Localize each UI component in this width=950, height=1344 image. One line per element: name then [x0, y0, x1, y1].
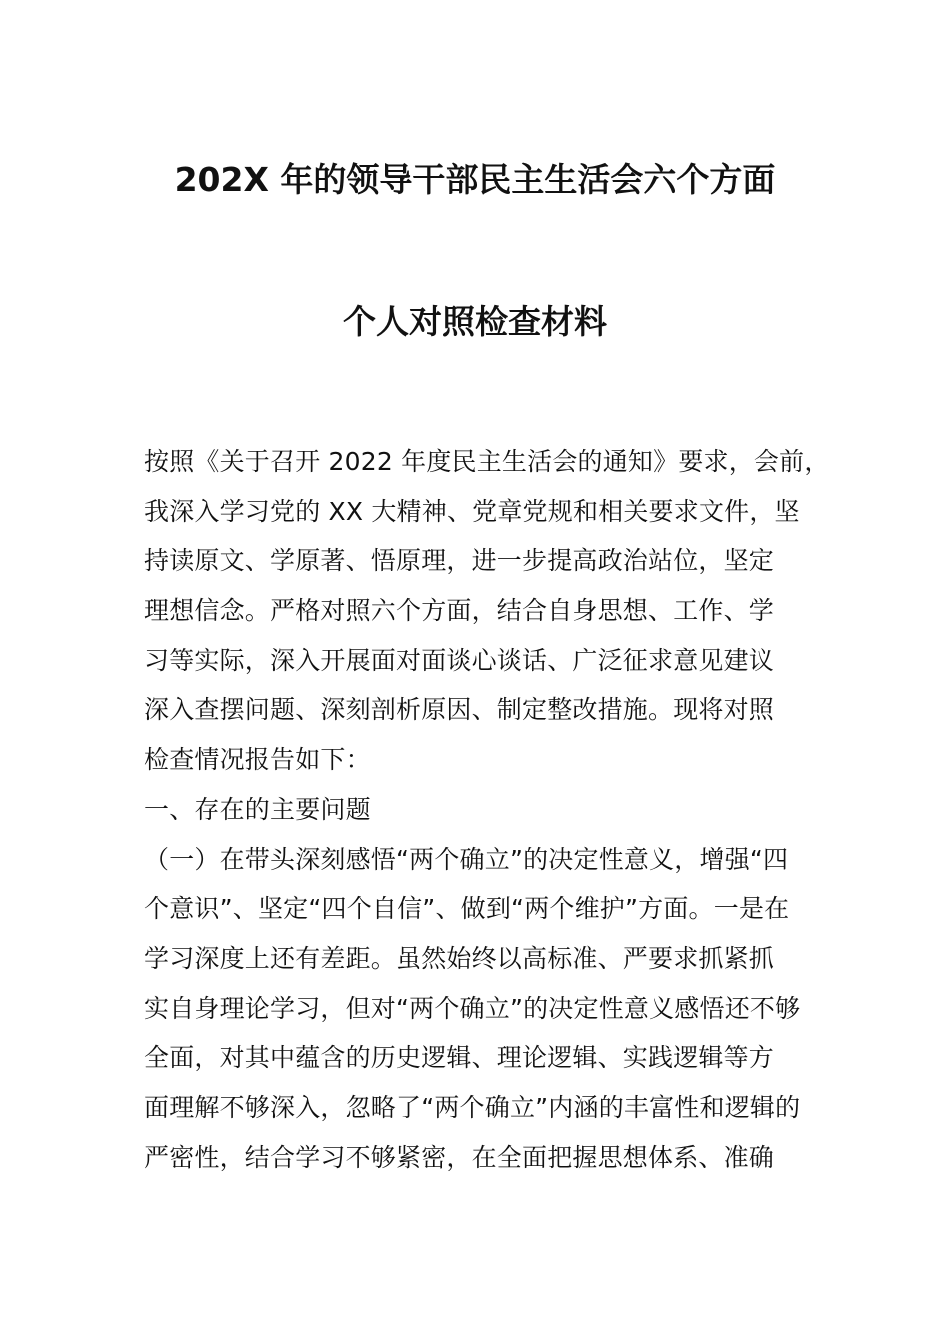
document-title-line-2: 个人对照检查材料	[343, 302, 607, 341]
body-line: 实自身理论学习，但对“两个确立”的决定性意义感悟还不够	[144, 993, 801, 1023]
body-line: 个意识”、坚定“四个自信”、做到“两个维护”方面。一是在	[144, 894, 790, 924]
body-line: 按照《关于召开 2022 年度民主生活会的通知》要求，会前，	[144, 447, 830, 476]
body-line: 我深入学习党的 XX 大精神、党章党规和相关要求文件，坚	[144, 496, 800, 526]
body-line: 理想信念。严格对照六个方面，结合自身思想、工作、学	[144, 596, 775, 626]
body-line: 严密性，结合学习不够紧密，在全面把握思想体系、准确	[144, 1142, 775, 1172]
document-body	[144, 437, 844, 1182]
body-line: 面理解不够深入，忽略了“两个确立”内涵的丰富性和逻辑的	[144, 1092, 801, 1122]
body-line: 检查情况报告如下：	[144, 745, 371, 775]
document-title-line-1: 202X 年的领导干部民主生活会六个方面	[174, 160, 776, 199]
body-line: 深入查摆问题、深刻剖析原因、制定整改措施。现将对照	[144, 695, 775, 725]
body-line: （一）在带头深刻感悟“两个确立”的决定性意义，增强“四	[144, 844, 789, 874]
body-line: 持读原文、学原著、悟原理，进一步提高政治站位，坚定	[144, 546, 775, 576]
body-line: 学习深度上还有差距。虽然始终以高标准、严要求抓紧抓	[144, 943, 775, 973]
body-line: 习等实际，深入开展面对面谈心谈话、广泛征求意见建议	[144, 645, 775, 675]
body-line: 全面，对其中蕴含的历史逻辑、理论逻辑、实践逻辑等方	[144, 1043, 775, 1073]
section-heading: 一、存在的主要问题	[144, 794, 371, 824]
